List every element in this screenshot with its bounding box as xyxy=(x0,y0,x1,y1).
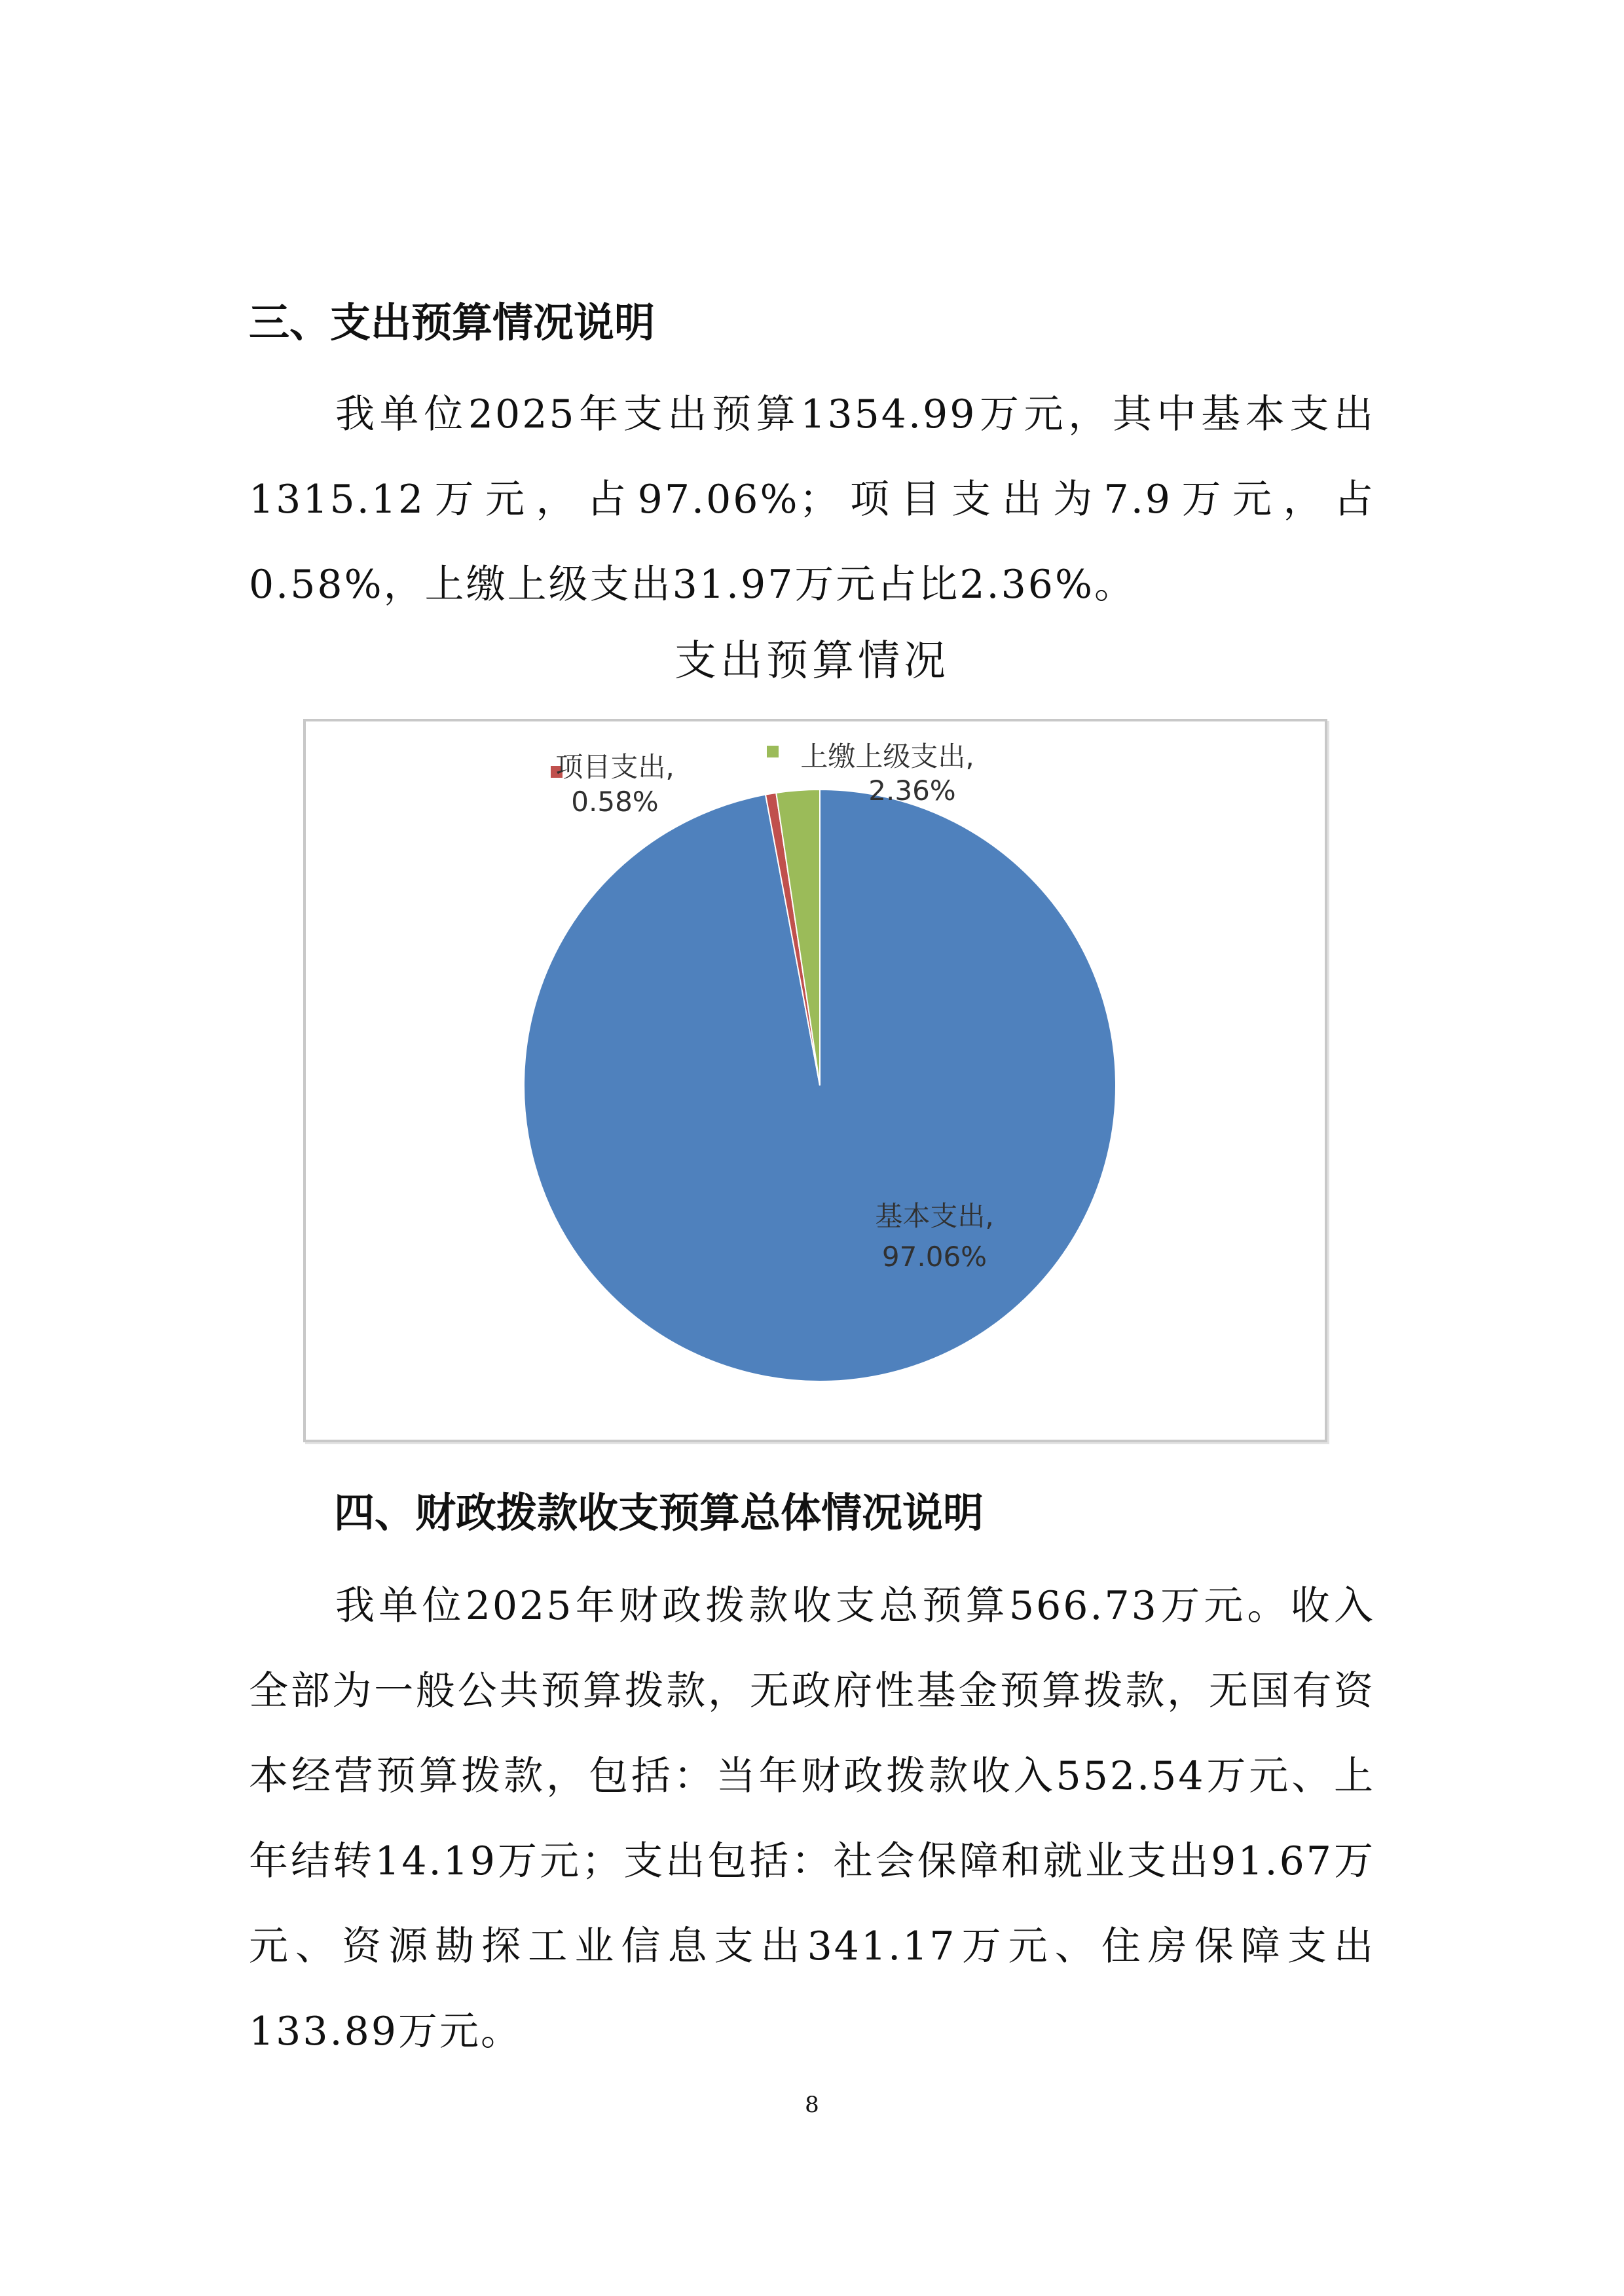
legend-marker-remit xyxy=(767,746,779,757)
chart-title: 支出预算情况 xyxy=(674,637,950,685)
pie-chart xyxy=(303,719,1327,1442)
section-3-heading: 三、支出预算情况说明 xyxy=(249,299,655,346)
section-3-paragraph: 我单位2025年支出预算1354.99万元，其中基本支出1315.12万元，占97.06%；项目支出为7.9万元，占0.58%，上缴上级支出31.97万元占比2.36%。 xyxy=(249,392,1375,608)
label-basic-name: 基本支出, xyxy=(875,1200,994,1232)
section-4-heading: 四、财政拨款收支预算总体情况说明 xyxy=(334,1489,984,1537)
label-project-name: 项目支出, xyxy=(555,751,674,783)
label-remit-value: 2.36% xyxy=(868,774,956,807)
label-basic-value: 97.06% xyxy=(881,1241,987,1273)
section-4-paragraph: 我单位2025年财政拨款收支总预算566.73万元。收入全部为一般公共预算拨款，无政府性基金预算拨款，无国有资本经营预算拨款，包括：当年财政拨款收入552.54万元、上年结转14.19万元；支出包括：社会保障和就业支出91.67万元、资源勘探工业信息支出341.17万元、住房保障支出133.89万元。 xyxy=(249,1583,1375,2054)
pie-chart-canvas xyxy=(306,721,1325,1440)
label-project-value: 0.58% xyxy=(571,786,659,818)
label-remit-name: 上缴上级支出, xyxy=(800,740,974,773)
page-number: 8 xyxy=(805,2092,819,2118)
